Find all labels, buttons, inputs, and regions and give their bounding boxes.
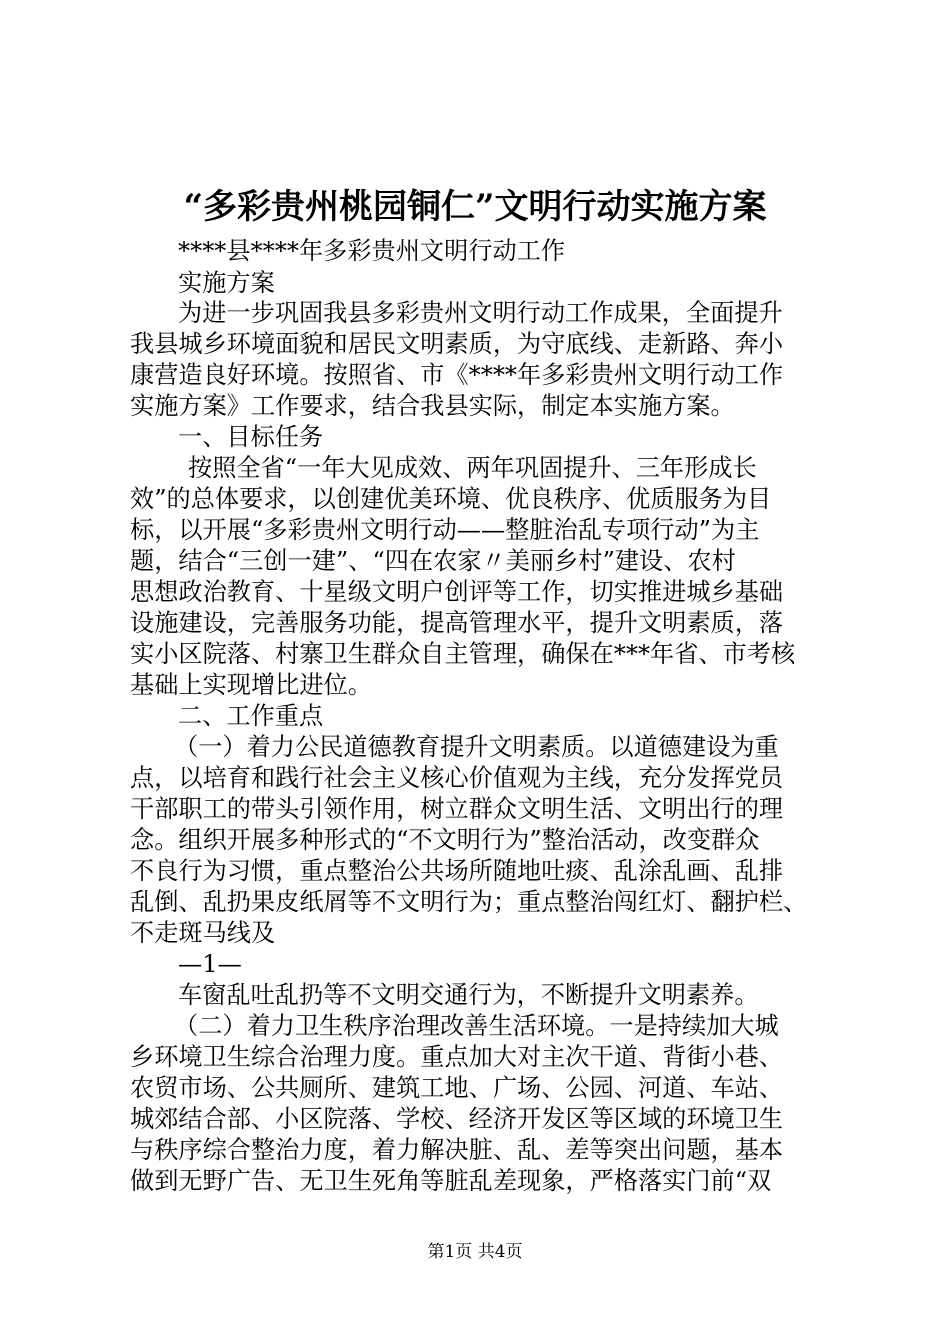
document-line: 实施方案》工作要求，结合我县实际，制定本实施方案。 [130,392,735,420]
document-line: 干部职工的带头引领作用，树立群众文明生活、文明出行的理 [130,795,784,823]
document-line: 乡环境卫生综合治理力度。重点加大对主次干道、背街小巷、 [130,1043,784,1071]
document-line: 念。组织开展多种形式的“不文明行为”整治活动，改变群众 [130,826,760,854]
document-line: 乱倒、乱扔果皮纸屑等不文明行为；重点整治闯红灯、翻护栏、 [130,888,808,916]
document-line: （一）着力公民道德教育提升文明素质。以道德建设为重 [174,733,779,761]
document-line: 为进一步巩固我县多彩贵州文明行动工作成果，全面提升 [178,299,783,327]
document-line: 题，结合“三创一建”、“四在农家〃美丽乡村”建设、农村 [130,547,736,575]
document-line: 点，以培育和践行社会主义核心价值观为主线，充分发挥党员 [130,764,784,792]
document-line: 实小区院落、村寨卫生群众自主管理，确保在***年省、市考核 [130,640,796,668]
document-line: 我县城乡环境面貌和居民文明素质，为守底线、走新路、奔小 [130,330,784,358]
page-marker: —1— [178,950,242,978]
document-title: “多彩贵州桃园铜仁”文明行动实施方案 [183,187,767,227]
document-line: 实施方案 [178,269,275,297]
document-line: 城郊结合部、小区院落、学校、经济开发区等区域的环境卫生 [130,1105,784,1133]
document-line: （二）着力卫生秩序治理改善生活环境。一是持续加大城 [174,1012,779,1040]
document-line: 标，以开展“多彩贵州文明行动——整脏治乱专项行动”为主 [130,516,760,544]
document-line: 基础上实现增比进位。 [130,671,372,699]
section-heading: 二、工作重点 [178,702,324,730]
document-line: 效”的总体要求，以创建优美环境、优良秩序、优质服务为目 [130,485,772,513]
section-heading: 一、目标任务 [178,423,324,451]
document-line: 车窗乱吐乱扔等不文明交通行为，不断提升文明素养。 [178,981,759,1009]
document-line: 不良行为习惯，重点整治公共场所随地吐痰、乱涂乱画、乱排 [130,857,784,885]
document-line: 按照全省“一年大见成效、两年巩固提升、三年形成长 [188,454,757,482]
document-line: 康营造良好环境。按照省、市《****年多彩贵州文明行动工作 [130,361,784,389]
document-line: 与秩序综合整治力度，着力解决脏、乱、差等突出问题，基本 [130,1136,784,1164]
document-line: ****县****年多彩贵州文明行动工作 [178,237,566,265]
document-line: 不走斑马线及 [130,919,276,947]
page-number-footer: 第1页 共4页 [427,1242,523,1262]
document-line: 设施建设，完善服务功能，提高管理水平，提升文明素质，落 [130,609,784,637]
document-line: 思想政治教育、十星级文明户创评等工作，切实推进城乡基础 [130,578,784,606]
document-line: 农贸市场、公共厕所、建筑工地、广场、公园、河道、车站、 [130,1074,784,1102]
document-line: 做到无野广告、无卫生死角等脏乱差现象，严格落实门前“双 [130,1167,772,1195]
